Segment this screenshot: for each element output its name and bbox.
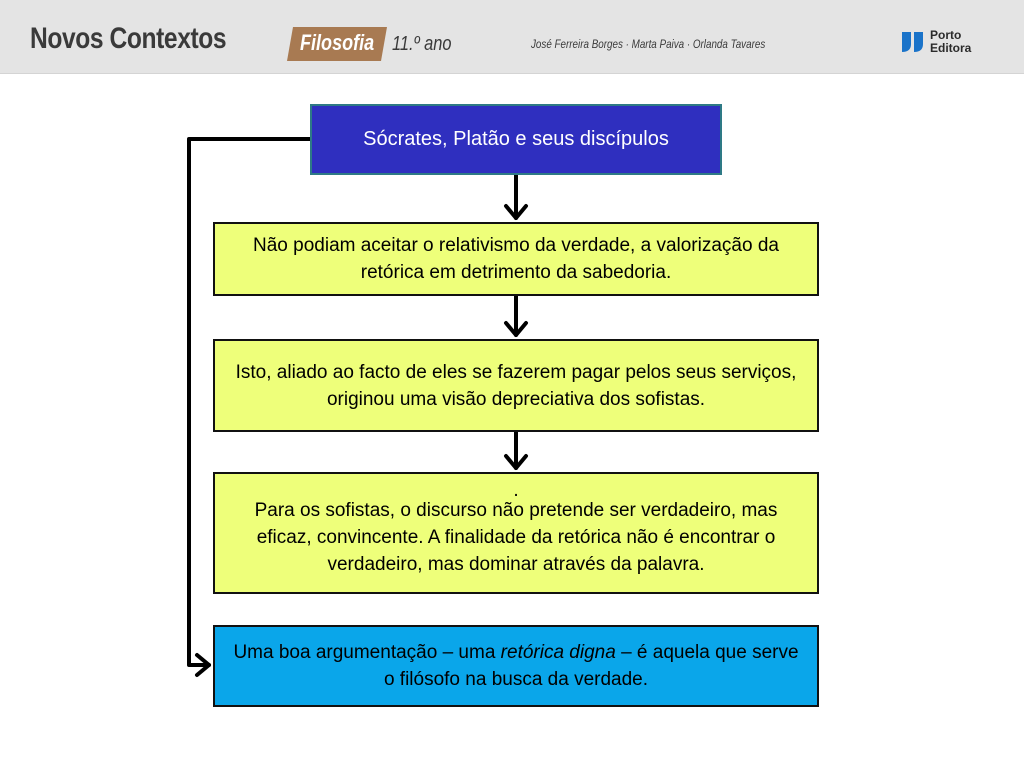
- arrowhead-conclusion: [197, 655, 209, 675]
- step-box-3-dot: .: [513, 479, 519, 501]
- porto-editora-logo-icon: [901, 31, 925, 53]
- publisher-name-line2: Editora: [930, 41, 972, 55]
- arrowhead-step2: [506, 323, 526, 335]
- step-box-2: [213, 339, 819, 432]
- source-box-text: Sócrates, Platão e seus discípulos: [363, 128, 669, 150]
- step-box-3-text: Para os sofistas, o discurso não pretende ser verdadeiro, mas eficaz, convincente. A finalidade da retórica não é encontrar o verdadeiro, mas dominar através da palavra.: [254, 499, 778, 575]
- step-box-1: [213, 222, 819, 296]
- arrowhead-step3: [506, 456, 526, 468]
- step-box-3: [213, 472, 819, 594]
- conclusion-box: [213, 625, 819, 707]
- publisher-name: [930, 29, 971, 55]
- header-band: [0, 0, 1024, 74]
- source-box: [310, 104, 722, 175]
- brand-title: Novos Contextos: [30, 22, 227, 55]
- publisher-name-line1: Porto: [930, 28, 962, 42]
- grade-label: 11.º ano: [392, 33, 452, 55]
- conclusion-text: [229, 639, 803, 693]
- step-box-1-text: Não podiam aceitar o relativismo da verdade, a valorização da retórica em detrimento da sabedoria.: [253, 235, 779, 283]
- authors-line: José Ferreira Borges · Marta Paiva · Orlanda Tavares: [531, 37, 766, 51]
- conclusion-text-part2: – é aquela que serve o filósofo na busca da verdade.: [383, 642, 799, 690]
- conclusion-emphasis: retórica digna: [500, 642, 616, 663]
- step-box-2-text: Isto, aliado ao facto de eles se fazerem pagar pelos seus serviços, originou uma visão depreciativa dos sofistas.: [235, 361, 797, 410]
- subject-label: Filosofia: [300, 30, 375, 55]
- conclusion-text-part1: Uma boa argumentação – uma: [233, 642, 501, 663]
- arrowhead-step1: [506, 206, 526, 218]
